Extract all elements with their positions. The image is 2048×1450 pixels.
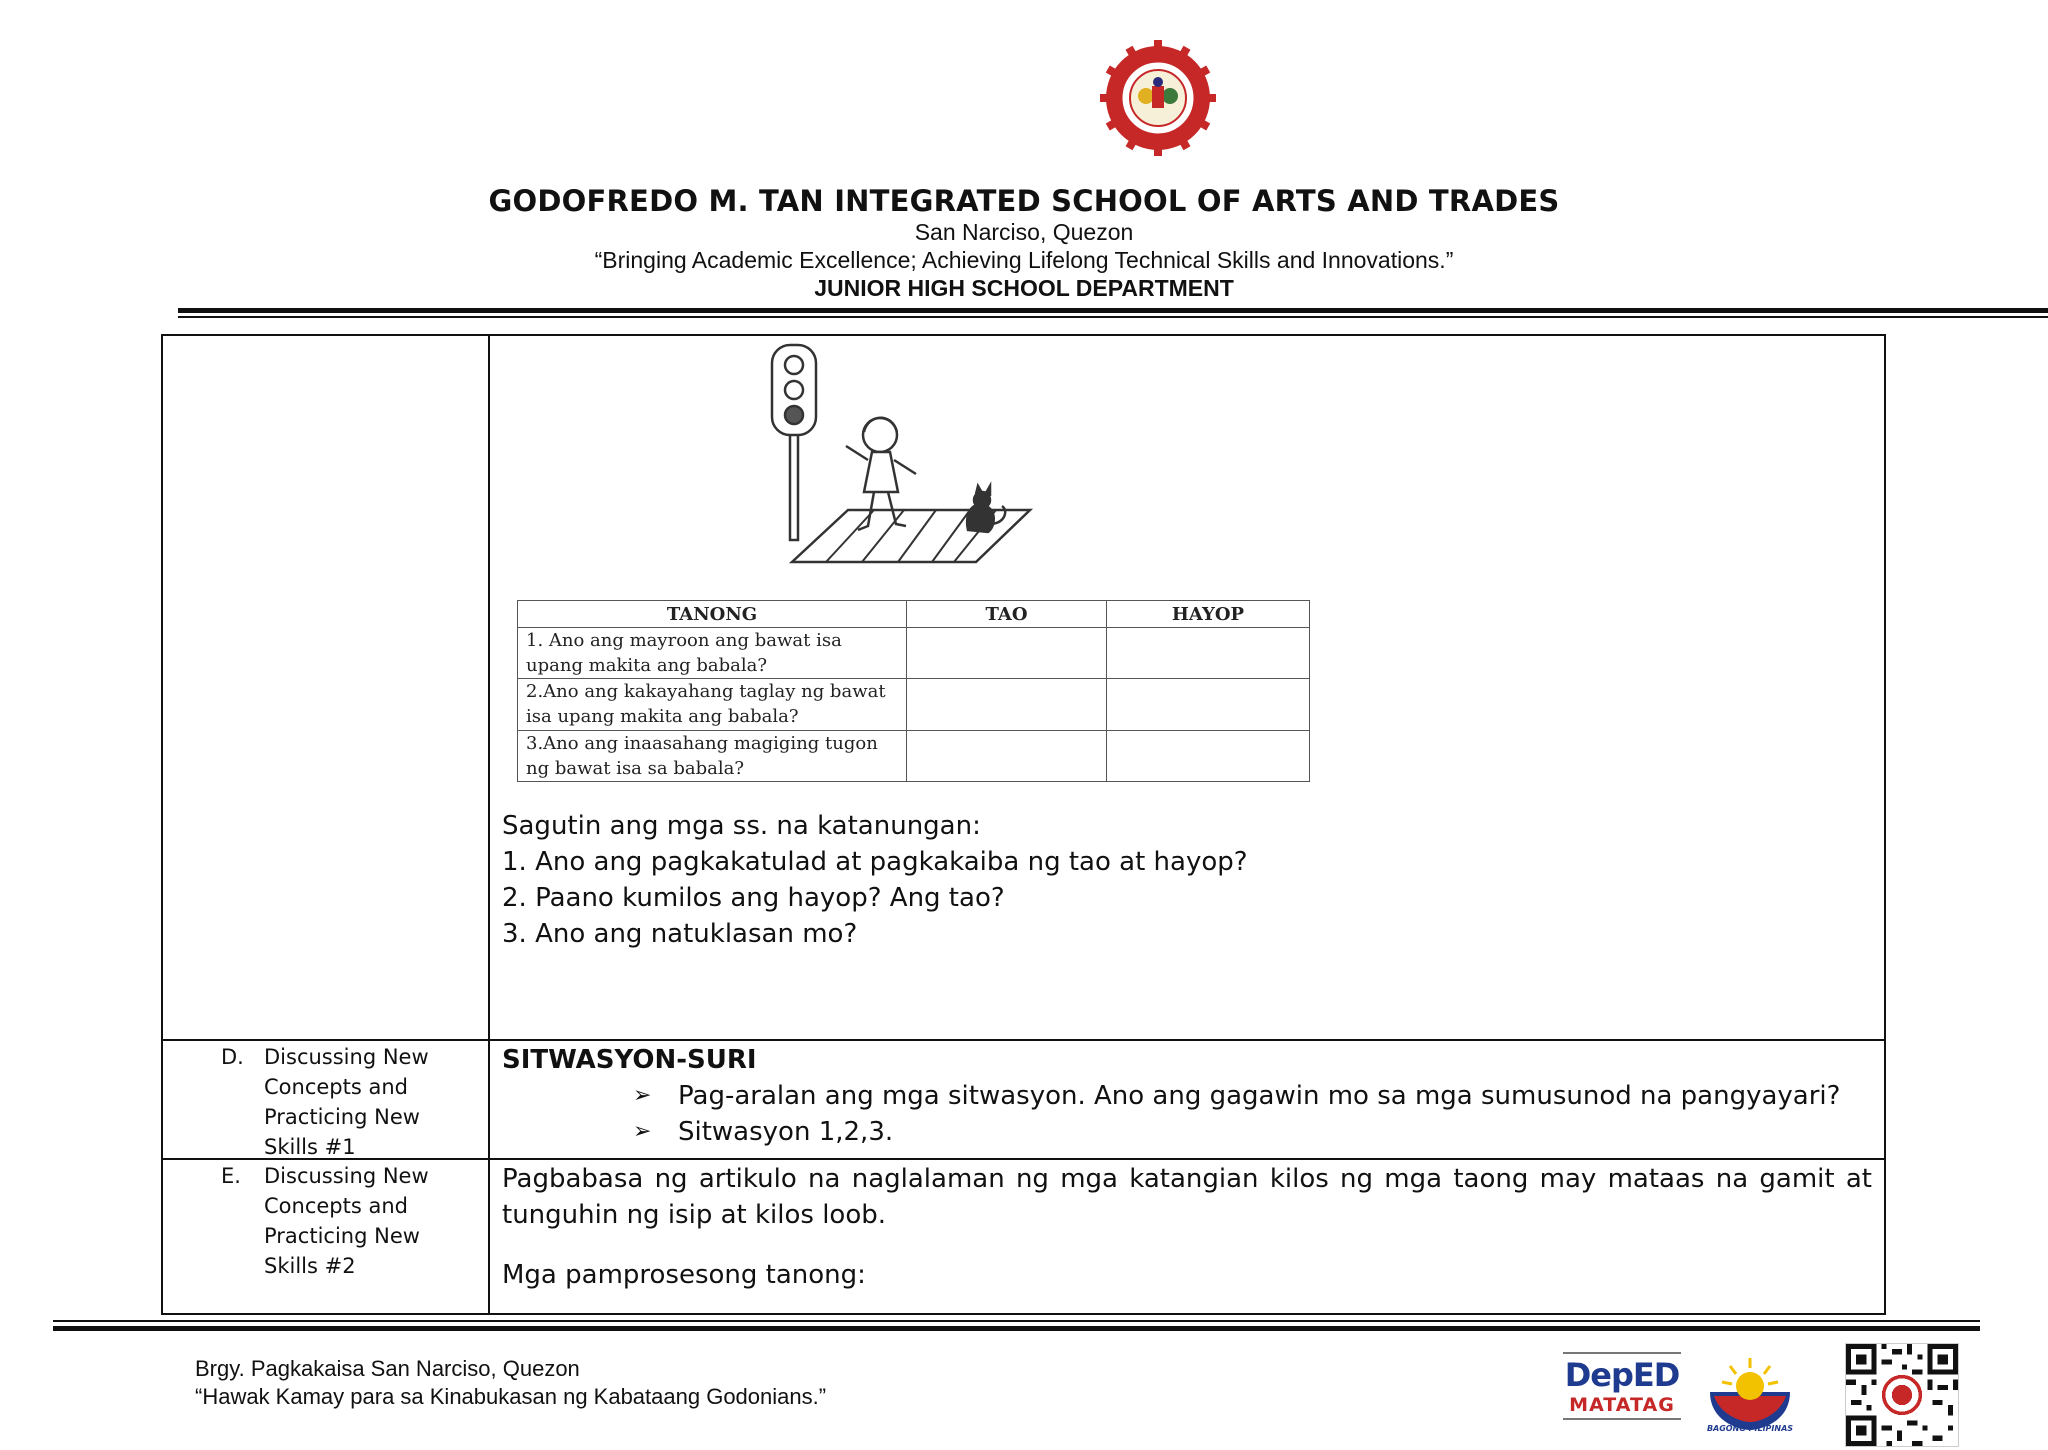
header-divider-thick xyxy=(178,308,2048,313)
section-d-letter: D. xyxy=(221,1045,244,1069)
section-d-bullet-1 xyxy=(502,1078,1872,1114)
table-cell-question: 2.Ano ang kakayahang taglay ng bawat isa upang makita ang babala? xyxy=(518,679,907,730)
question-item-1: 1. Ano ang pagkakatulad at pagkakaiba ng tao at hayop? xyxy=(502,847,1248,877)
footer-address: Brgy. Pagkakaisa San Narciso, Quezon xyxy=(195,1356,580,1381)
header-tanong: TANONG xyxy=(518,601,907,628)
footer-slogan: “Hawak Kamay para sa Kinabukasan ng Kabataang Godonians.” xyxy=(195,1384,827,1409)
questions-block xyxy=(502,808,1862,952)
school-name: GODOFREDO M. TAN INTEGRATED SCHOOL OF ARTS AND TRADES xyxy=(488,184,1560,218)
section-d-bullet-2 xyxy=(502,1114,1872,1150)
section-d-label-cell xyxy=(163,1042,488,1157)
section-e-subheading: Mga pamprosesong tanong: xyxy=(502,1260,866,1290)
header-hayop: HAYOP xyxy=(1107,601,1310,628)
matatag-wordmark: MATATAG xyxy=(1569,1394,1675,1416)
question-item-3: 3. Ano ang natuklasan mo? xyxy=(502,919,858,949)
department-title: JUNIOR HIGH SCHOOL DEPARTMENT xyxy=(814,275,1234,301)
bagong-pilipinas-text: BAGONG PILIPINAS xyxy=(1706,1424,1794,1433)
questions-intro: Sagutin ang mga ss. na katanungan: xyxy=(502,811,981,841)
section-e-content xyxy=(502,1161,1872,1293)
qr-code-icon xyxy=(1845,1343,1959,1447)
section-d-title: SITWASYON-SURI xyxy=(502,1045,757,1075)
question-table xyxy=(517,600,1310,782)
table-cell-hayop xyxy=(1107,628,1310,679)
school-motto: “Bringing Academic Excellence; Achieving Lifelong Technical Skills and Innovations.” xyxy=(594,247,1454,273)
section-e-label: Discussing New Concepts and Practicing New Skills #2 xyxy=(264,1164,429,1278)
arrow-bullet-icon: ➢ xyxy=(633,1083,652,1108)
arrow-bullet-icon: ➢ xyxy=(633,1119,652,1144)
table-cell-tao xyxy=(907,679,1107,730)
section-e-label-cell xyxy=(163,1161,488,1311)
header-divider-thin xyxy=(178,316,2048,318)
section-e-letter: E. xyxy=(221,1164,241,1188)
section-d-bullet-text-2: Sitwasyon 1,2,3. xyxy=(678,1117,894,1147)
table-row xyxy=(518,628,1310,679)
section-d-label: Discussing New Concepts and Practicing New Skills #1 xyxy=(264,1045,429,1159)
section-d-content xyxy=(502,1042,1872,1150)
school-seal-icon xyxy=(1100,40,1216,156)
table-row xyxy=(518,730,1310,781)
deped-wordmark: DepED xyxy=(1564,1356,1680,1394)
table-cell-hayop xyxy=(1107,679,1310,730)
question-item-2: 2. Paano kumilos ang hayop? Ang tao? xyxy=(502,883,1005,913)
table-row xyxy=(518,679,1310,730)
footer-divider-thick xyxy=(53,1326,1980,1331)
table-cell-question: 1. Ano ang mayroon ang bawat isa upang makita ang babala? xyxy=(518,628,907,679)
footer-divider-thin xyxy=(53,1320,1980,1322)
deped-matatag-logo xyxy=(1563,1352,1681,1440)
column-divider xyxy=(488,336,490,1313)
section-e-paragraph: Pagbabasa ng artikulo na naglalaman ng mga katangian kilos ng mga taong may mataas na gamit at tunguhin ng isip at kilos loob. xyxy=(502,1164,1872,1230)
crosswalk-illustration xyxy=(760,340,1040,572)
table-cell-hayop xyxy=(1107,730,1310,781)
header-tao: TAO xyxy=(907,601,1107,628)
question-table-header-row xyxy=(518,601,1310,628)
school-address: San Narciso, Quezon xyxy=(914,219,1134,245)
row-divider-d xyxy=(163,1039,1884,1041)
table-cell-question: 3.Ano ang inaasahang magiging tugon ng bawat isa sa babala? xyxy=(518,730,907,781)
table-cell-tao xyxy=(907,628,1107,679)
section-d-bullet-text-1: Pag-aralan ang mga sitwasyon. Ano ang gagawin mo sa mga sumusunod na pangyayari? xyxy=(678,1081,1841,1111)
table-cell-tao xyxy=(907,730,1107,781)
